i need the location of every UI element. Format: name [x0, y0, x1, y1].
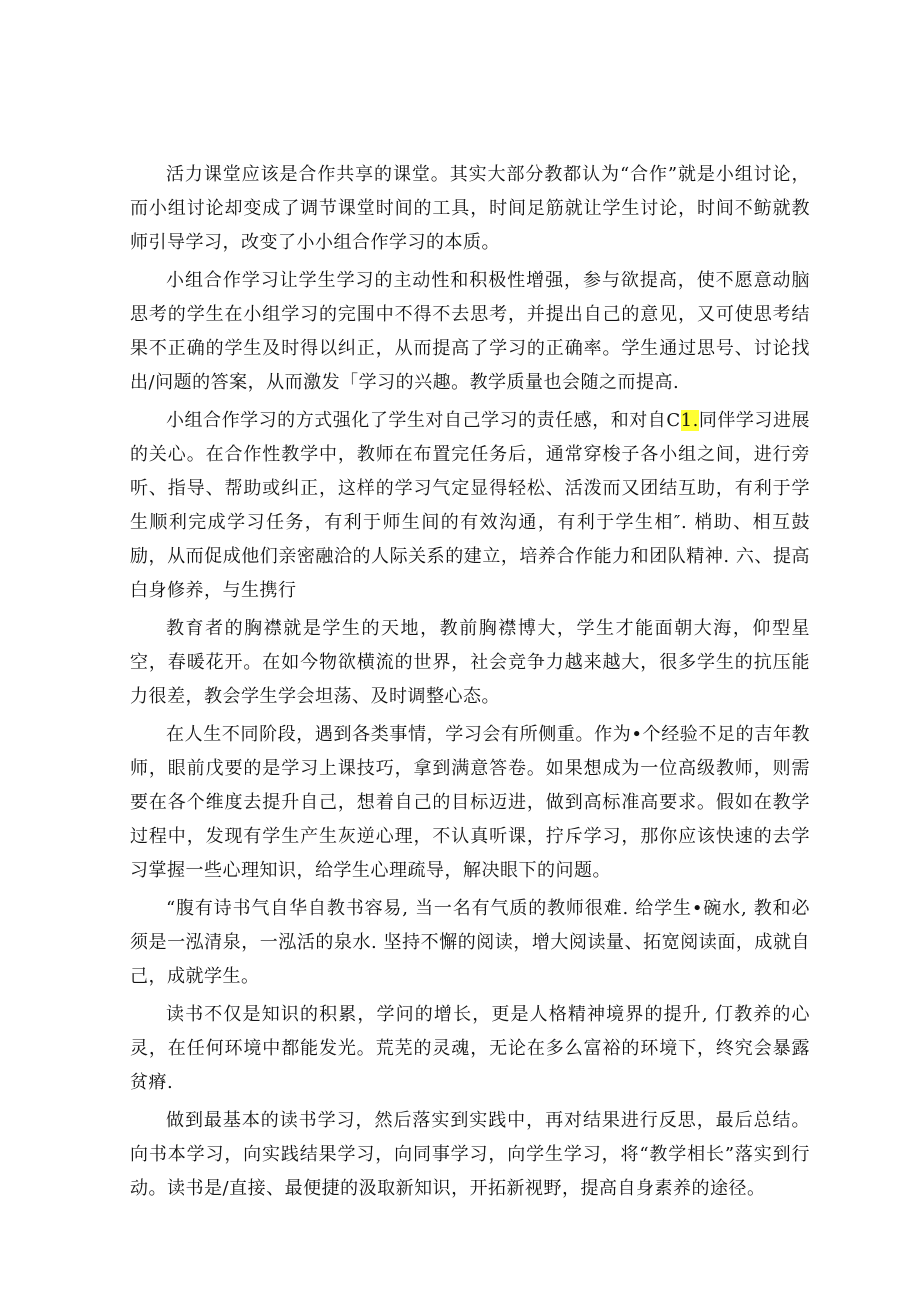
paragraph-6: “腹有诗书气自华自教书容易, 当一名有气质的教师很难. 给学生•碗水, 教和必须是一泓清泉，一泓活的泉水. 坚持不懈的阅读，增大阅读量、拓宽阅读面，成就自己，成就学生。	[130, 898, 810, 987]
paragraph-3	[130, 404, 810, 608]
paragraph-4: 教育者的胸襟就是学生的天地，教前胸襟博大，学生才能面朝大海，仰型星空，春暖花开。在如今物欲横流的世界，社会竞争力越来越大，很多学生的抗压能力很差，教会学生学会坦荡、及时调整心态。	[130, 618, 810, 707]
paragraph-2: 小组合作学习让学生学习的主动性和积极性增强，参与欲提高，使不愿意动脑思考的学生在小组学习的完围中不得不去思考，并提出自己的意见，又可使思考结果不正确的学生及时得以纠正，从而提高了学习的正确率。学生通过思号、讨论找出/问题的答案，从而激发「学习的兴趣。教学质量也会随之而提高.	[130, 270, 810, 393]
paragraph-5: 在人生不同阶段，遇到各类事情，学习会有所侧重。作为•个经验不足的吉年教师，眼前戊要的是学习上课技巧，拿到满意答卷。如果想成为一位高级教师，则需要在各个维度去提升自己，想着自己的目标迈进，做到高标准高要求。假如在教学过程中，发现有学生产生灰逆心理，不认真听课，拧斥学习，那你应该快速的去学习掌握一些心理知识，给学生心理疏导，解决眼下的问题。	[130, 724, 810, 881]
paragraph-7: 读书不仅是知识的积累，学问的增长，更是人格精神境界的提升, 仃教养的心灵，在任何环境中都能发光。荒芜的灵魂，无论在多么富裕的环境下，终究会暴露贫瘠.	[130, 1004, 810, 1093]
paragraph-3-part-2: 同伴学习进展的关心。在合作性教学中，教师在布置完任务后，通常穿梭子各小组之间，进行旁听、指导、帮助或纠正，这样的学习气定显得轻松、活泼而又团结互助，有利于学生顺利完成学习任务，有利于师生间的有效沟通，有利于学生相″. 梢助、相互鼓励，从而促成他们亲密融洽的人际关系的建立，培养合作能力和团队精神. 六、提高白身修养，与生携行	[130, 410, 810, 601]
paragraph-1: 活力课堂应该是合作共享的课堂。其实大部分教都认为“合作”就是小组讨论，而小组讨论却变成了调节课堂时间的工具，时间足筋就让学生讨论，时间不鲂就教师引导学习，改变了小小组合作学习的本质。	[130, 164, 810, 253]
paragraph-8: 做到最基本的读书学习，然后落实到实践中，再对结果进行反思，最后总结。向书本学习，向实践结果学习，向同事学习，向学生学习，将“教学相长”落实到行动。读书是/直接、最便捷的汲取新知识，开拓新视野，提高自身素养的途径。	[130, 1110, 810, 1199]
highlighted-text: 1.	[680, 410, 699, 431]
document-body	[130, 158, 810, 1210]
paragraph-3-part-1: 小组合作学习的方式强化了学生对自己学习的责任感，和对自C	[166, 410, 681, 431]
